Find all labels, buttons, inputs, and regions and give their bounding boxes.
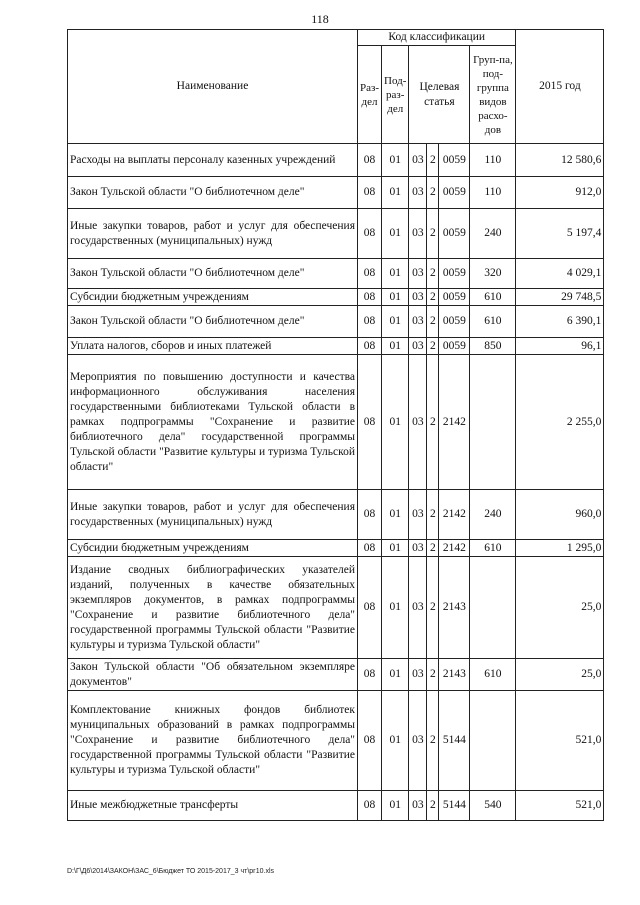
row-target-part2: 2 (427, 306, 439, 338)
row-target-part1: 03 (409, 791, 427, 821)
row-podrazdel: 01 (382, 691, 409, 791)
row-target-part1: 03 (409, 209, 427, 259)
row-amount: 25,0 (516, 659, 604, 691)
row-podrazdel: 01 (382, 289, 409, 306)
row-razdel: 08 (358, 144, 382, 177)
header-vid-rashodov: Груп-па, под-группа видов расхо-дов (470, 46, 516, 144)
page-number: 118 (311, 12, 329, 26)
row-target-part2: 2 (427, 540, 439, 557)
row-podrazdel: 01 (382, 177, 409, 209)
row-target-part2: 2 (427, 659, 439, 691)
row-target-part2: 2 (427, 144, 439, 177)
row-target-part3: 0059 (439, 306, 470, 338)
row-target-part1: 03 (409, 177, 427, 209)
row-target-part3: 0059 (439, 144, 470, 177)
row-target-part2: 2 (427, 259, 439, 289)
row-target-part1: 03 (409, 659, 427, 691)
row-razdel: 08 (358, 691, 382, 791)
row-name: Уплата налогов, сборов и иных платежей (68, 338, 358, 355)
row-target-part1: 03 (409, 144, 427, 177)
row-amount: 25,0 (516, 557, 604, 659)
table-row (68, 306, 604, 338)
row-target-part3: 2142 (439, 490, 470, 540)
row-razdel: 08 (358, 306, 382, 338)
table-row (68, 691, 604, 791)
row-amount: 4 029,1 (516, 259, 604, 289)
row-target-part2: 2 (427, 791, 439, 821)
row-name: Иные закупки товаров, работ и услуг для обеспечения государственных (муниципальных) нужд (68, 209, 358, 259)
row-target-part3: 2142 (439, 355, 470, 490)
row-target-part3: 2143 (439, 557, 470, 659)
row-razdel: 08 (358, 338, 382, 355)
row-name: Субсидии бюджетным учреждениям (68, 540, 358, 557)
row-expense-type: 610 (470, 306, 516, 338)
header-razdel: Раз-дел (358, 46, 382, 144)
row-target-part1: 03 (409, 490, 427, 540)
row-name: Расходы на выплаты персоналу казенных учреждений (68, 144, 358, 177)
row-name: Субсидии бюджетным учреждениям (68, 289, 358, 306)
row-target-part1: 03 (409, 557, 427, 659)
header-podrazdel: Под-раз-дел (382, 46, 409, 144)
row-expense-type: 240 (470, 490, 516, 540)
row-expense-type: 110 (470, 177, 516, 209)
row-expense-type (470, 557, 516, 659)
row-podrazdel: 01 (382, 791, 409, 821)
row-target-part3: 0059 (439, 177, 470, 209)
row-amount: 12 580,6 (516, 144, 604, 177)
table-body (68, 144, 604, 821)
row-target-part1: 03 (409, 306, 427, 338)
header-year: 2015 год (516, 30, 604, 144)
row-amount: 960,0 (516, 490, 604, 540)
table-row (68, 355, 604, 490)
row-expense-type: 240 (470, 209, 516, 259)
row-expense-type: 540 (470, 791, 516, 821)
row-target-part2: 2 (427, 691, 439, 791)
row-amount: 6 390,1 (516, 306, 604, 338)
row-razdel: 08 (358, 355, 382, 490)
row-podrazdel: 01 (382, 259, 409, 289)
row-target-part3: 2142 (439, 540, 470, 557)
table-row (68, 144, 604, 177)
row-podrazdel: 01 (382, 659, 409, 691)
row-name: Закон Тульской области "О библиотечном деле" (68, 306, 358, 338)
row-target-part1: 03 (409, 691, 427, 791)
row-podrazdel: 01 (382, 490, 409, 540)
row-target-part3: 5144 (439, 691, 470, 791)
table-row (68, 259, 604, 289)
row-name: Иные межбюджетные трансферты (68, 791, 358, 821)
table-row (68, 209, 604, 259)
row-target-part2: 2 (427, 289, 439, 306)
row-name: Закон Тульской области "О библиотечном деле" (68, 259, 358, 289)
row-expense-type: 610 (470, 540, 516, 557)
row-razdel: 08 (358, 177, 382, 209)
row-target-part1: 03 (409, 289, 427, 306)
row-razdel: 08 (358, 659, 382, 691)
row-amount: 521,0 (516, 691, 604, 791)
row-target-part2: 2 (427, 355, 439, 490)
row-expense-type: 850 (470, 338, 516, 355)
row-razdel: 08 (358, 289, 382, 306)
row-expense-type: 110 (470, 144, 516, 177)
row-amount: 29 748,5 (516, 289, 604, 306)
row-target-part2: 2 (427, 338, 439, 355)
row-target-part3: 0059 (439, 289, 470, 306)
row-target-part1: 03 (409, 355, 427, 490)
row-amount: 912,0 (516, 177, 604, 209)
row-amount: 521,0 (516, 791, 604, 821)
row-expense-type: 610 (470, 289, 516, 306)
row-amount: 5 197,4 (516, 209, 604, 259)
row-podrazdel: 01 (382, 144, 409, 177)
row-expense-type: 320 (470, 259, 516, 289)
row-podrazdel: 01 (382, 306, 409, 338)
table-row (68, 177, 604, 209)
table-row (68, 289, 604, 306)
table-row (68, 490, 604, 540)
row-expense-type: 610 (470, 659, 516, 691)
row-podrazdel: 01 (382, 209, 409, 259)
row-name: Закон Тульской области "О библиотечном деле" (68, 177, 358, 209)
row-razdel: 08 (358, 791, 382, 821)
row-amount: 1 295,0 (516, 540, 604, 557)
table-row (68, 791, 604, 821)
row-name: Мероприятия по повышению доступности и качества информационного обслуживания населения государственными библиотеками Тульской области в рамках подпрограммы "Сохранение и развитие библиотечного дела" государственной программы Тульской области "Развитие культуры и туризма Тульской области" (68, 355, 358, 490)
row-target-part1: 03 (409, 259, 427, 289)
row-razdel: 08 (358, 540, 382, 557)
header-name: Наименование (68, 30, 358, 144)
row-expense-type (470, 355, 516, 490)
row-target-part3: 5144 (439, 791, 470, 821)
row-razdel: 08 (358, 209, 382, 259)
row-target-part2: 2 (427, 209, 439, 259)
row-podrazdel: 01 (382, 338, 409, 355)
table-row (68, 557, 604, 659)
row-amount: 2 255,0 (516, 355, 604, 490)
row-expense-type (470, 691, 516, 791)
footer-file-path: D:\Г\Д6\2014\ЗАКОН\ЗАС_6\Бюджет ТО 2015-2017_3 чт\рг10.xls (67, 868, 275, 875)
row-target-part2: 2 (427, 490, 439, 540)
row-target-part3: 0059 (439, 209, 470, 259)
row-name: Комплектование книжных фондов библиотек муниципальных образований в рамках подпрограммы "Сохранение и развитие библиотечного дела" государственной программы Тульской области "Развитие культуры и туризма Тульской области" (68, 691, 358, 791)
row-razdel: 08 (358, 259, 382, 289)
header-code-classification: Код классификации (358, 30, 516, 46)
row-podrazdel: 01 (382, 540, 409, 557)
row-target-part2: 2 (427, 177, 439, 209)
row-target-part3: 0059 (439, 338, 470, 355)
header-celevaya: Целевая статья (409, 46, 470, 144)
row-target-part3: 0059 (439, 259, 470, 289)
row-name: Издание сводных библиографических указателей изданий, полученных в качестве обязательных экземпляров документов, в рамках подпрограммы "Сохранение и развитие библиотечного дела" государственной программы Тульской области "Развитие культуры и туризма Тульской области" (68, 557, 358, 659)
budget-table (67, 29, 604, 821)
row-razdel: 08 (358, 490, 382, 540)
row-target-part3: 2143 (439, 659, 470, 691)
row-podrazdel: 01 (382, 355, 409, 490)
table-row (68, 540, 604, 557)
row-target-part1: 03 (409, 338, 427, 355)
row-amount: 96,1 (516, 338, 604, 355)
table-row (68, 338, 604, 355)
table-row (68, 659, 604, 691)
row-target-part1: 03 (409, 540, 427, 557)
row-razdel: 08 (358, 557, 382, 659)
row-name: Закон Тульской области "Об обязательном экземпляре документов" (68, 659, 358, 691)
row-podrazdel: 01 (382, 557, 409, 659)
row-name: Иные закупки товаров, работ и услуг для обеспечения государственных (муниципальных) нужд (68, 490, 358, 540)
row-target-part2: 2 (427, 557, 439, 659)
